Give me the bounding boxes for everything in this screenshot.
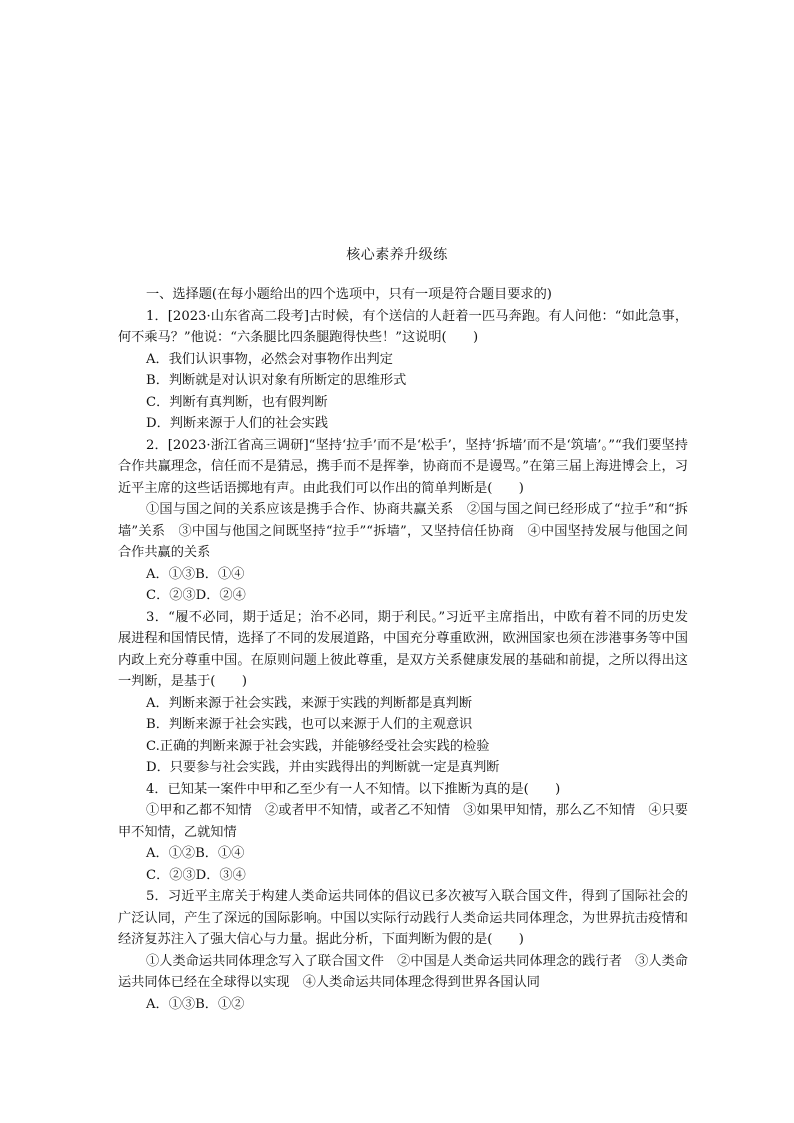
section-heading: 一、选择题(在每小题给出的四个选项中，只有一项是符合题目要求的)	[146, 287, 552, 302]
option-row-1: A．①③B．①④	[146, 566, 245, 582]
option-c: C.正确的判断来源于社会实践，并能够经受社会实践的检验	[146, 738, 490, 754]
question-stem: 1．[2023·山东省高二段考]古时候，有个送信的人赶着一匹马奔跑。有人问他：“如此急事，何不乘马？”他说：“六条腿比四条腿跑得快些！”这说明( )	[118, 308, 688, 345]
option-row-1: A．①②B．①④	[146, 846, 245, 861]
option-a: A．判断来源于社会实践，来源于实践的判断都是真判断	[146, 695, 473, 711]
option-b: B．判断就是对认识对象有所断定的思维形式	[146, 373, 407, 388]
question-stem: 2．[2023·浙江省高三调研]“坚持‘拉手’而不是‘松手’，坚持‘拆墙’而不是‘筑墙’。”“我们要坚持合作共赢理念，信任而不是猜忌，携手而不是挥拳，协商而不是谩骂。”在第三届上海进博会上，习近平主席的这些话语掷地有声。由此我们可以作出的简单判断是( )	[118, 437, 688, 496]
question-2	[118, 435, 688, 607]
question-1	[118, 306, 688, 435]
option-d: D．只要参与社会实践，并由实践得出的判断就一定是真判断	[146, 760, 500, 775]
option-c: C．判断有真判断，也有假判断	[146, 394, 328, 410]
question-4	[118, 779, 688, 887]
question-stem: 4．已知某一案件中甲和乙至少有一人不知情。以下推断为真的是( )	[146, 781, 561, 797]
option-a: A．我们认识事物，必然会对事物作出判定	[146, 351, 393, 367]
question-stem: 5．习近平主席关于构建人类命运共同体的倡议已多次被写入联合国文件，得到了国际社会的广泛认同，产生了深远的国际影响。中国以实际行动践行人类命运共同体理念，为世界抗击疫情和经济复苏注入了强大信心与力量。据此分析，下面判断为假的是( )	[118, 889, 688, 947]
option-b: B．判断来源于社会实践，也可以来源于人们的主观意识	[146, 717, 473, 732]
question-items: ①人类命运共同体理念写入了联合国文件 ②中国是人类命运共同体理念的践行者 ③人类命运共同体已经在全球得以实现 ④人类命运共同体理念得到世界各国认同	[118, 953, 688, 990]
question-stem: 3．“履不必同，期于适足；治不必同，期于利民。”习近平主席指出，中欧有着不同的历史发展进程和国情民情，选择了不同的发展道路，中国充分尊重欧洲，欧洲国家也须在涉港事务等中国内政上充分尊重中国。在原则问题上彼此尊重，是双方关系健康发展的基础和前提，之所以得出这一判断，是基于( )	[118, 609, 688, 689]
page-title: 核心素养升级练	[346, 247, 448, 263]
question-list	[118, 284, 688, 1015]
question-5	[118, 886, 688, 1015]
option-row-1: A．①③B．①②	[146, 996, 245, 1012]
question-items: ①国与国之间的关系应该是携手合作、协商共赢关系 ②国与国之间已经形成了“拉手”和“拆墙”关系 ③中国与他国之间既坚持“拉手”“拆墙”，又坚持信任协商 ④中国坚持发展与他国之间合作共赢的关系	[118, 502, 688, 560]
option-row-2: C．②③D．③④	[146, 867, 246, 883]
question-3	[118, 607, 688, 779]
question-items: ①甲和乙都不知情 ②或者甲不知情，或者乙不知情 ③如果甲知情，那么乙不知情 ④只要甲不知情，乙就知情	[118, 803, 688, 840]
option-d: D．判断来源于人们的社会实践	[146, 416, 329, 431]
option-row-2: C．②③D．②④	[146, 588, 246, 603]
